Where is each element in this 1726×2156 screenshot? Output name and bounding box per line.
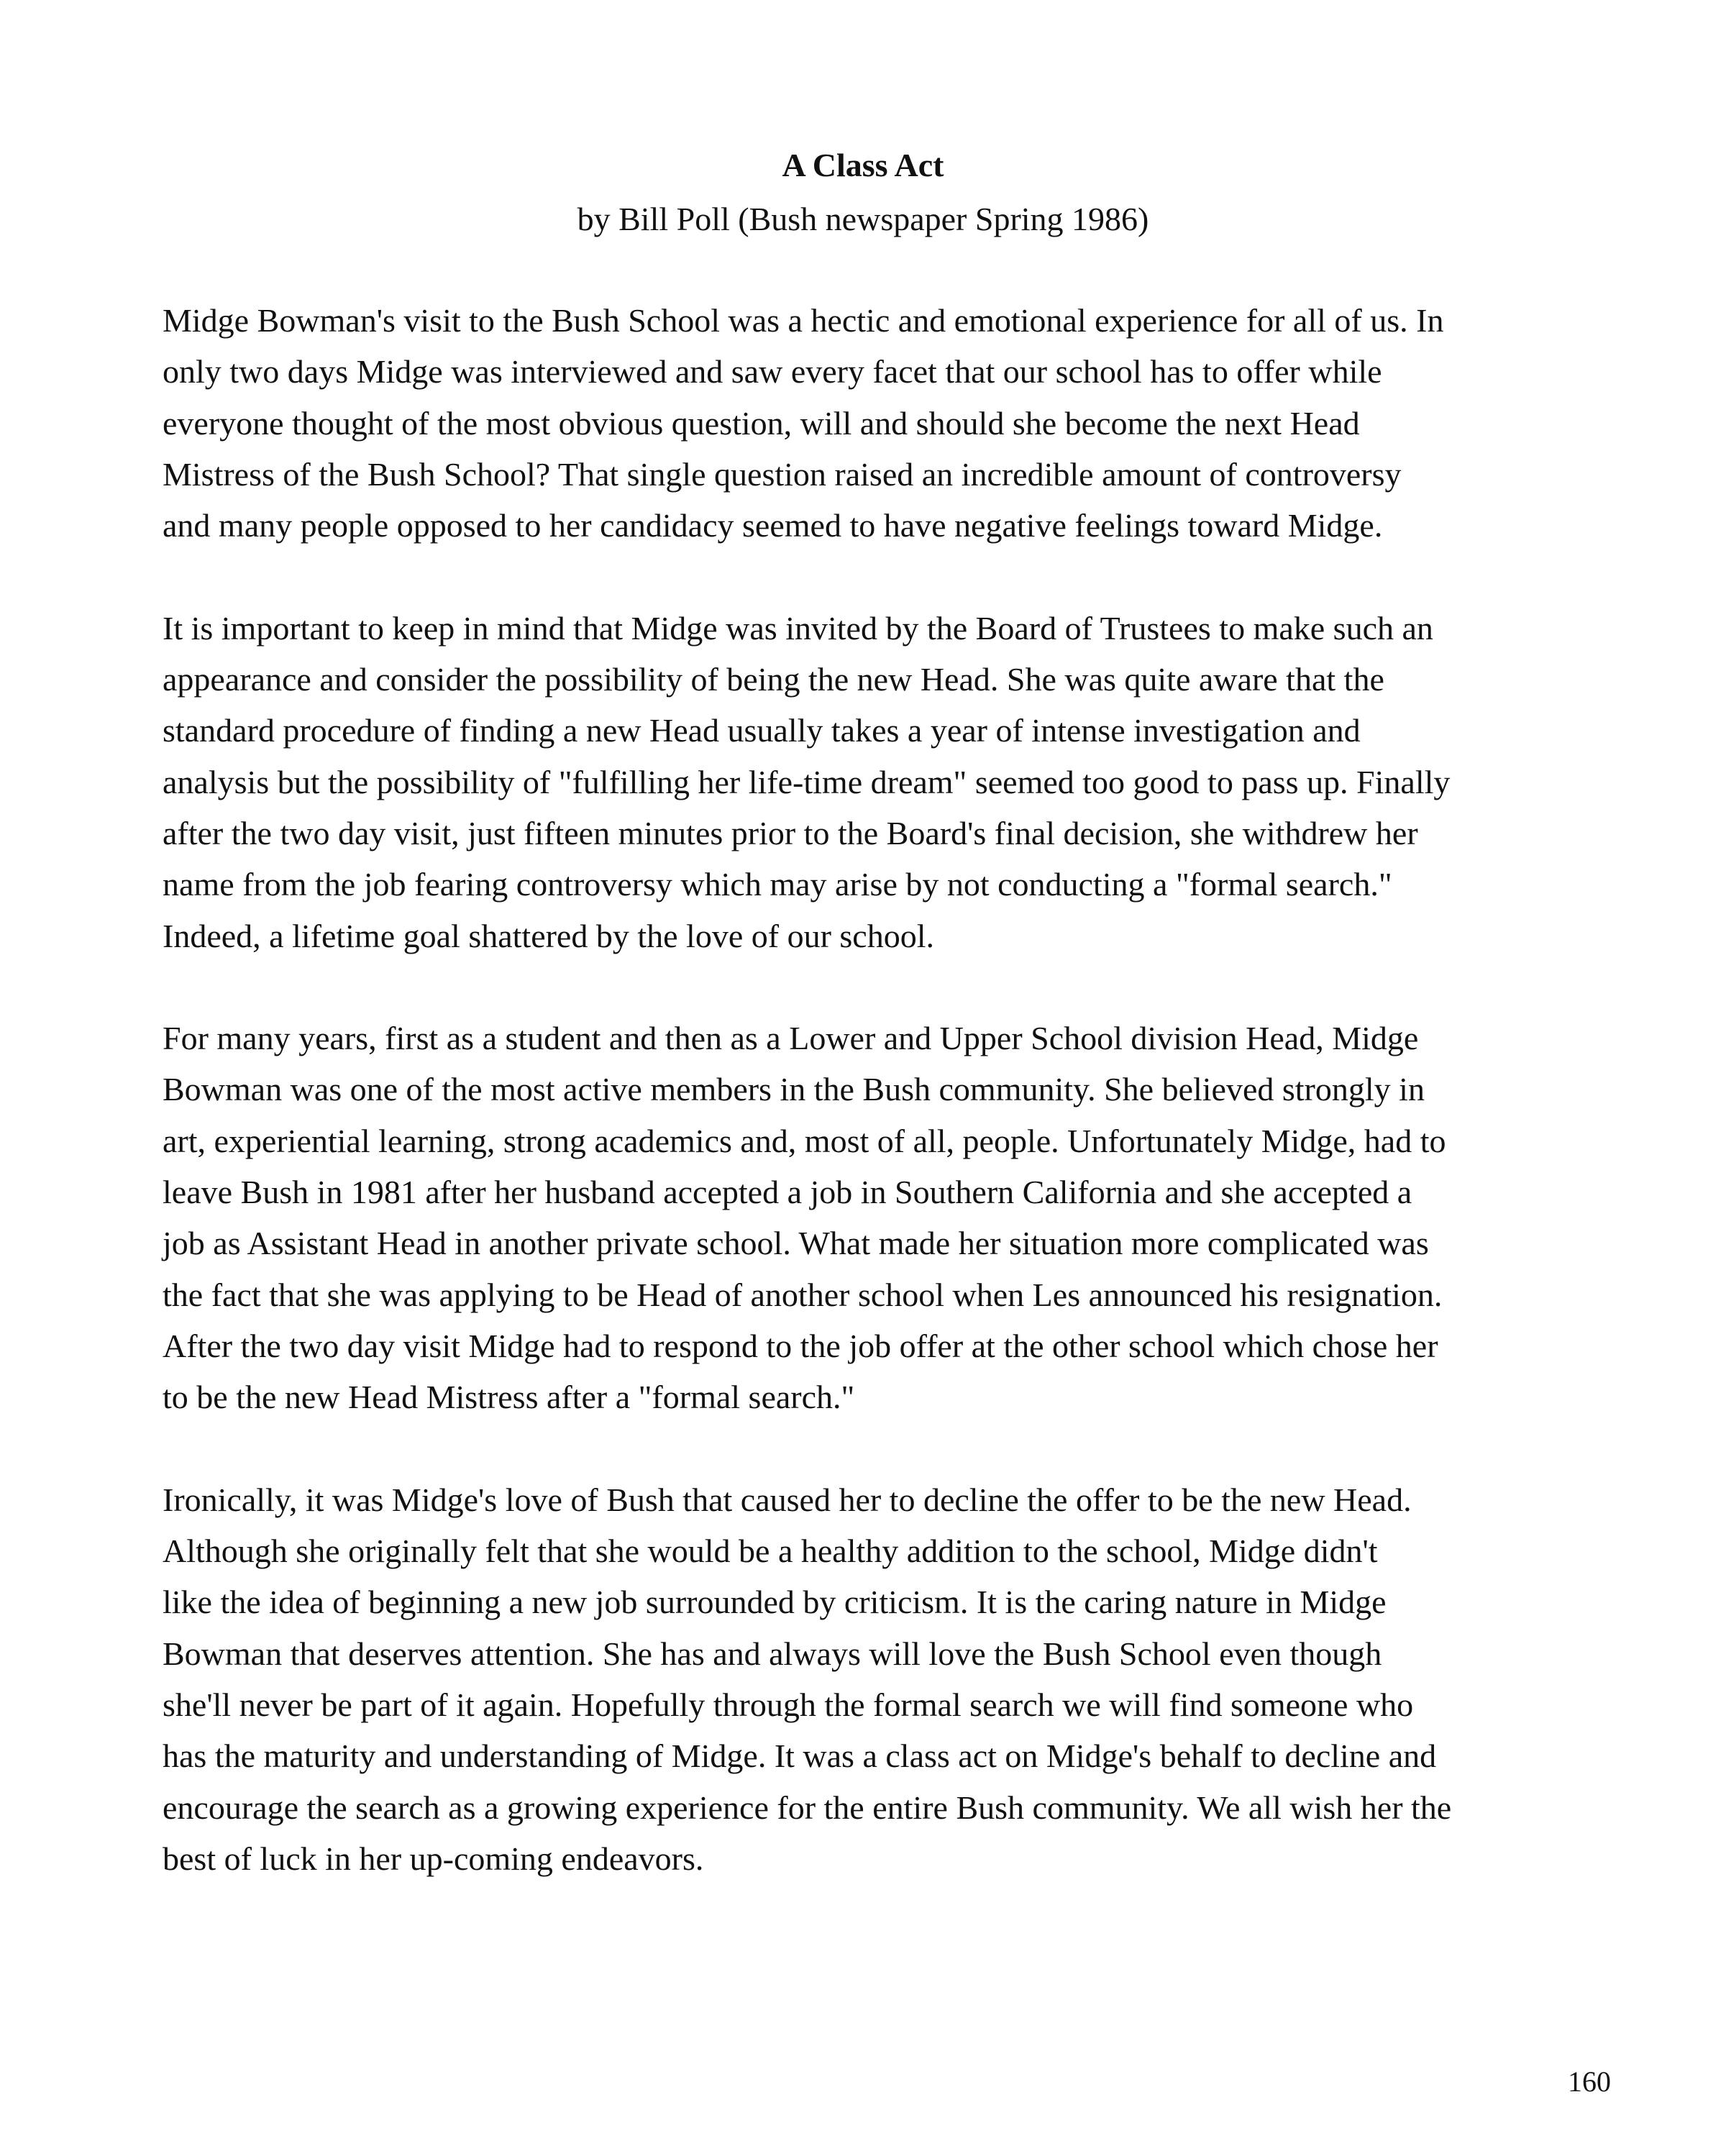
text-line: Indeed, a lifetime goal shattered by the love of our school. [163, 917, 934, 954]
text-line: standard procedure of finding a new Head usually takes a year of intense investigation and [163, 712, 1361, 749]
text-line: leave Bush in 1981 after her husband accepted a job in Southern California and she accepted a [163, 1174, 1412, 1211]
text-line: After the two day visit Midge had to respond to the job offer at the other school which chose her [163, 1327, 1438, 1364]
text-line: For many years, first as a student and then as a Lower and Upper School division Head, Midge [163, 1020, 1419, 1057]
text-line: name from the job fearing controversy which may arise by not conducting a "formal search." [163, 866, 1392, 903]
text-line: Bowman was one of the most active members in the Bush community. She believed strongly in [163, 1071, 1425, 1108]
text-line: and many people opposed to her candidacy seemed to have negative feelings toward Midge. [163, 507, 1383, 544]
text-line: to be the new Head Mistress after a "formal search." [163, 1379, 855, 1416]
page-number: 160 [1568, 2065, 1611, 2098]
paragraph-2 [163, 603, 1586, 961]
text-line: Midge Bowman's visit to the Bush School was a hectic and emotional experience for all of us. In [163, 302, 1444, 339]
paragraph-3 [163, 1013, 1586, 1422]
text-line: Mistress of the Bush School? That single question raised an incredible amount of controversy [163, 455, 1402, 493]
text-line: analysis but the possibility of "fulfilling her life-time dream" seemed too good to pass up. Finally [163, 763, 1451, 800]
article-byline: by Bill Poll (Bush newspaper Spring 1986) [577, 201, 1149, 237]
text-line: Bowman that deserves attention. She has and always will love the Bush School even though [163, 1635, 1382, 1672]
paragraph-4 [163, 1474, 1586, 1884]
text-line: has the maturity and understanding of Midge. It was a class act on Midge's behalf to decline and [163, 1737, 1437, 1775]
text-line: job as Assistant Head in another private school. What made her situation more complicated was [163, 1225, 1429, 1262]
text-line: Ironically, it was Midge's love of Bush that caused her to decline the offer to be the new Head. [163, 1481, 1412, 1518]
text-line: best of luck in her up-coming endeavors. [163, 1840, 704, 1877]
text-line: encourage the search as a growing experience for the entire Bush community. We all wish her the [163, 1789, 1452, 1826]
text-line: after the two day visit, just fifteen minutes prior to the Board's final decision, she withdrew her [163, 814, 1418, 851]
text-line: art, experiential learning, strong academics and, most of all, people. Unfortunately Midge, had to [163, 1122, 1446, 1159]
text-line: like the idea of beginning a new job surrounded by criticism. It is the caring nature in Midge [163, 1584, 1387, 1621]
text-line: It is important to keep in mind that Midge was invited by the Board of Trustees to make such an [163, 609, 1433, 647]
article-body [163, 295, 1586, 1936]
text-line: appearance and consider the possibility of being the new Head. She was quite aware that the [163, 661, 1384, 698]
text-line: only two days Midge was interviewed and saw every facet that our school has to offer while [163, 353, 1382, 390]
text-line: the fact that she was applying to be Head of another school when Les announced his resignation. [163, 1276, 1443, 1313]
text-line: she'll never be part of it again. Hopefully through the formal search we will find someone who [163, 1686, 1414, 1724]
paragraph-1 [163, 295, 1586, 551]
text-line: everyone thought of the most obvious question, will and should she become the next Head [163, 404, 1360, 442]
article-title: A Class Act [782, 147, 944, 183]
text-line: Although she originally felt that she would be a healthy addition to the school, Midge didn't [163, 1533, 1378, 1570]
